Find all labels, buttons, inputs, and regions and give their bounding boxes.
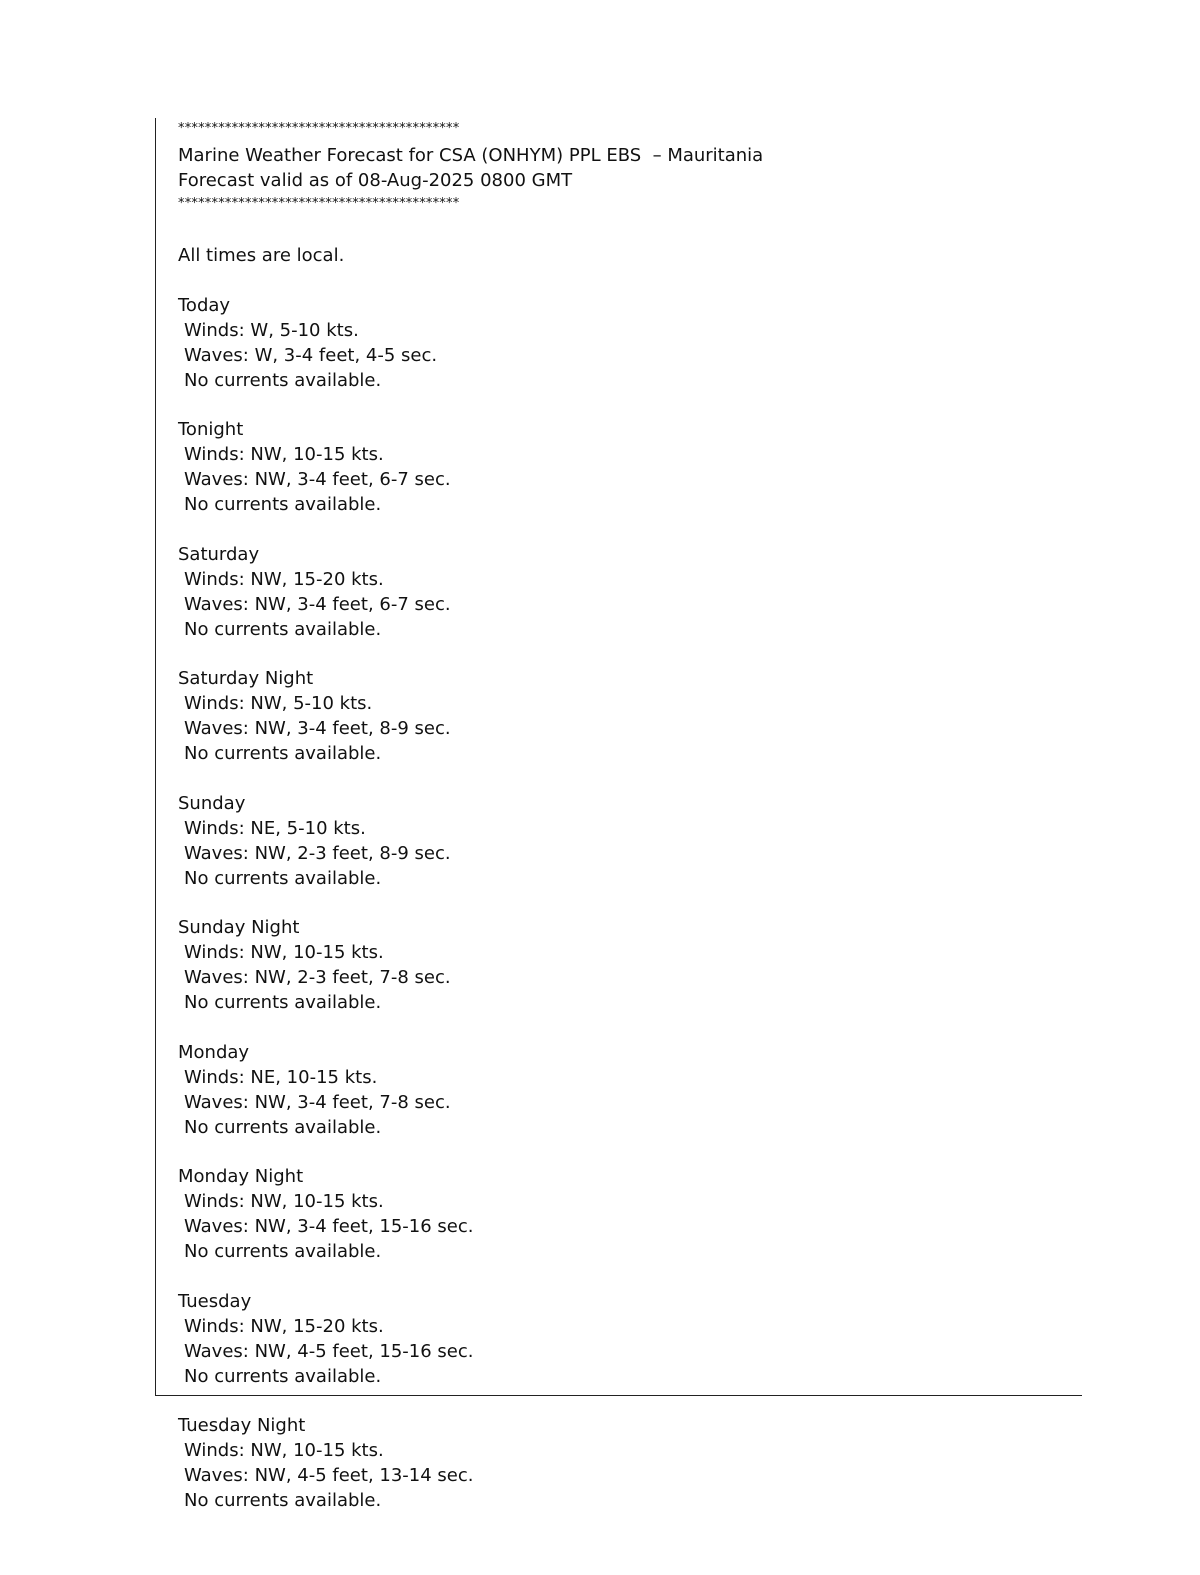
- period-name: Tonight: [178, 419, 244, 440]
- period-waves: Waves: NW, 3-4 feet, 6-7 sec.: [184, 594, 451, 615]
- period-name: Today: [178, 295, 231, 316]
- header-stars-top: ******************************************: [178, 121, 460, 136]
- header-stars-bottom: ******************************************: [178, 196, 460, 211]
- period-currents: No currents available.: [184, 1117, 382, 1138]
- period-currents: No currents available.: [184, 370, 382, 391]
- period-waves: Waves: NW, 3-4 feet, 6-7 sec.: [184, 469, 451, 490]
- period-currents: No currents available.: [184, 868, 382, 889]
- period-currents: No currents available.: [184, 1366, 382, 1387]
- period-name: Monday: [178, 1042, 250, 1063]
- period-waves: Waves: NW, 3-4 feet, 7-8 sec.: [184, 1092, 451, 1113]
- period-winds: Winds: NW, 10-15 kts.: [184, 1440, 384, 1461]
- period-waves: Waves: NW, 3-4 feet, 15-16 sec.: [184, 1216, 474, 1237]
- period-winds: Winds: NE, 5-10 kts.: [184, 818, 366, 839]
- period-currents: No currents available.: [184, 743, 382, 764]
- period-winds: Winds: NW, 10-15 kts.: [184, 444, 384, 465]
- period-winds: Winds: NW, 10-15 kts.: [184, 942, 384, 963]
- frame-bottom-border: [155, 1395, 1082, 1396]
- period-winds: Winds: NW, 15-20 kts.: [184, 1316, 384, 1337]
- period-name: Monday Night: [178, 1166, 304, 1187]
- period-waves: Waves: NW, 2-3 feet, 8-9 sec.: [184, 843, 451, 864]
- period-currents: No currents available.: [184, 494, 382, 515]
- local-times-note: All times are local.: [178, 245, 345, 266]
- period-name: Saturday Night: [178, 668, 314, 689]
- period-waves: Waves: NW, 2-3 feet, 7-8 sec.: [184, 967, 451, 988]
- period-waves: Waves: NW, 4-5 feet, 13-14 sec.: [184, 1465, 474, 1486]
- period-name: Sunday: [178, 793, 246, 814]
- period-currents: No currents available.: [184, 1241, 382, 1262]
- period-waves: Waves: W, 3-4 feet, 4-5 sec.: [184, 345, 438, 366]
- period-currents: No currents available.: [184, 1490, 382, 1511]
- forecast-title: Marine Weather Forecast for CSA (ONHYM) PPL EBS – Mauritania: [178, 145, 764, 166]
- period-winds: Winds: NE, 10-15 kts.: [184, 1067, 378, 1088]
- period-winds: Winds: NW, 15-20 kts.: [184, 569, 384, 590]
- period-waves: Waves: NW, 4-5 feet, 15-16 sec.: [184, 1341, 474, 1362]
- period-winds: Winds: W, 5-10 kts.: [184, 320, 359, 341]
- period-currents: No currents available.: [184, 619, 382, 640]
- period-currents: No currents available.: [184, 992, 382, 1013]
- period-waves: Waves: NW, 3-4 feet, 8-9 sec.: [184, 718, 451, 739]
- period-name: Tuesday Night: [178, 1415, 306, 1436]
- frame-left-border: [155, 118, 156, 1396]
- period-name: Saturday: [178, 544, 260, 565]
- period-winds: Winds: NW, 10-15 kts.: [184, 1191, 384, 1212]
- period-name: Tuesday: [178, 1291, 252, 1312]
- forecast-valid-time: Forecast valid as of 08-Aug-2025 0800 GMT: [178, 170, 573, 191]
- period-winds: Winds: NW, 5-10 kts.: [184, 693, 373, 714]
- period-name: Sunday Night: [178, 917, 300, 938]
